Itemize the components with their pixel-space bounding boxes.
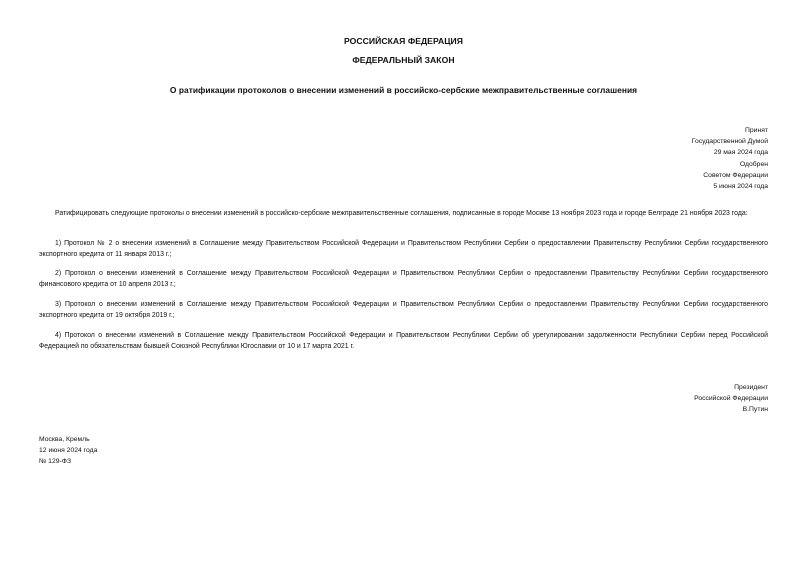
federation-heading: РОССИЙСКАЯ ФЕДЕРАЦИЯ [343,36,464,46]
place-date-block [39,434,97,468]
signature-name: В.Путин [742,406,768,414]
adoption-council-date: 5 июня 2024 года [713,183,768,191]
signing-place: Москва, Кремль [39,436,90,443]
signature-block [694,382,768,416]
protocol-item-3: 3) Протокол о внесении изменений в Соглашение между Правительством Российской Федерации и Правительством Республики Сербии о предоставлении Правительству Республики Сербии государственного экспортного кредита от 19 октября 2019 г.; [39,301,768,319]
adoption-duma: Государственной Думой [691,138,768,146]
adoption-approved-label: Одобрен [739,160,768,168]
protocol-item-4: 4) Протокол о внесении изменений в Соглашение между Правительством Российской Федерации и Правительством Республики Сербии об урегулировании задолженности Республики Сербии перед Российской Федерацией по обязательствам бывшей Союзной Республики Югославии от 10 и 17 марта 2021 г. [39,332,768,350]
law-title: О ратификации протоколов о внесении изменений в российско-сербские межправительственные соглашения [169,85,638,95]
signature-title: Президент [734,384,768,391]
adoption-adopted-label: Принят [744,127,768,134]
law-type-heading: ФЕДЕРАЛЬНЫЙ ЗАКОН [352,55,455,65]
signing-date: 12 июня 2024 года [39,447,98,455]
law-number: № 129-ФЗ [39,458,72,466]
signature-country: Российской Федерации [694,395,768,403]
adoption-block [692,125,768,192]
intro-paragraph: Ратифицировать следующие протоколы о внесении изменений в российско-сербские межправительственные соглашения, подписанные в городе Москве 13 ноября 2023 года и городе Белграде 21 ноября 2023 года: [55,210,748,217]
adoption-council: Советом Федерации [703,171,768,179]
protocol-item-2: 2) Протокол о внесении изменений в Соглашение между Правительством Российской Федерации и Правительством Республики Сербии о предоставлении Правительству Республики Сербии государственного финансового кредита от 10 апреля 2013 г.; [39,270,768,288]
protocol-item-1: 1) Протокол № 2 о внесении изменений в Соглашение между Правительством Российской Федерации и Правительством Республики Сербии о предоставлении Правительству Республики Сербии государственного экспортного кредита от 11 января 2013 г.; [39,240,768,258]
adoption-duma-date: 29 мая 2024 года [713,149,768,157]
